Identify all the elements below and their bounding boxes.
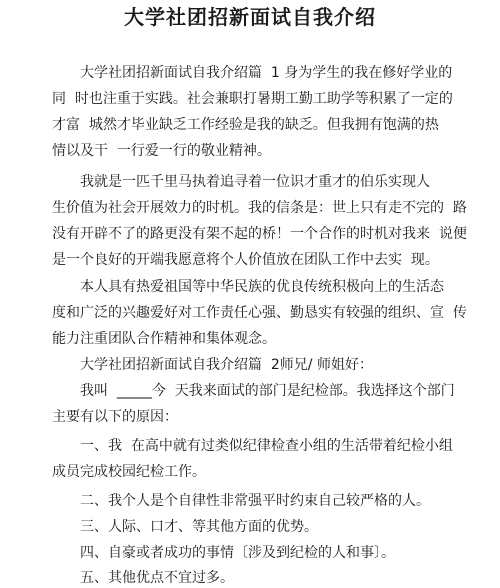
- document-title: 大学社团招新面试自我介绍: [124, 5, 376, 29]
- text-line: 本人具有热爱祖国等中华民族的优良传统积极向上的生活态: [80, 279, 444, 295]
- text-line: 大学社团招新面试自我介绍篇 2师兄/ 师姐好：: [80, 357, 373, 373]
- text-line: 二、我个人是个自律性非常强平时约束自己较严格的人。: [80, 493, 430, 509]
- text-line: 情以及干 一行爱一行的敬业精神。: [52, 143, 271, 159]
- text-line: 主要有以下的原因：: [52, 409, 178, 425]
- text-line: 是一个良好的开端我愿意将个人价值放在团队工作中去实 现。: [52, 252, 439, 268]
- text-line: 我叫 _____今 天我来面试的部门是纪检部。我选择这个部门: [80, 383, 455, 399]
- text-line: 没有开辟不了的路更没有架不起的桥！一个合作的时机对我来 说便: [52, 226, 467, 242]
- text-line: 五、其他优点不宜过多。: [80, 570, 234, 586]
- text-line: 能力注重团队合作精神和集体观念。: [52, 331, 276, 347]
- text-line: 度和广泛的兴趣爱好对工作责任心强、勤恳实有较强的组织、宣 传: [52, 305, 467, 321]
- text-line: 大学社团招新面试自我介绍篇 1 身为学生的我在修好学业的: [80, 65, 453, 81]
- text-line: 生价值为社会开展效力的时机。我的信条是：世上只有走不完的 路: [52, 200, 467, 216]
- text-line: 四、自豪或者成功的事情〔涉及到纪检的人和事〕。: [80, 545, 395, 561]
- text-line: 三、人际、口才、等其他方面的优势。: [80, 519, 318, 535]
- text-line: 一、我 在高中就有过类似纪律检查小组的生活带着纪检小组: [80, 438, 453, 454]
- text-line: 我就是一匹千里马执着追寻着一位识才重才的伯乐实现人: [80, 174, 430, 190]
- text-line: 同 时也注重于实践。社会兼职打暑期工勤工助学等积累了一定的: [52, 91, 453, 107]
- text-line: 才富 城然才毕业缺乏工作经验是我的缺乏。但我拥有饱满的热: [52, 117, 439, 133]
- text-line: 成员完成校园纪检工作。: [52, 464, 206, 480]
